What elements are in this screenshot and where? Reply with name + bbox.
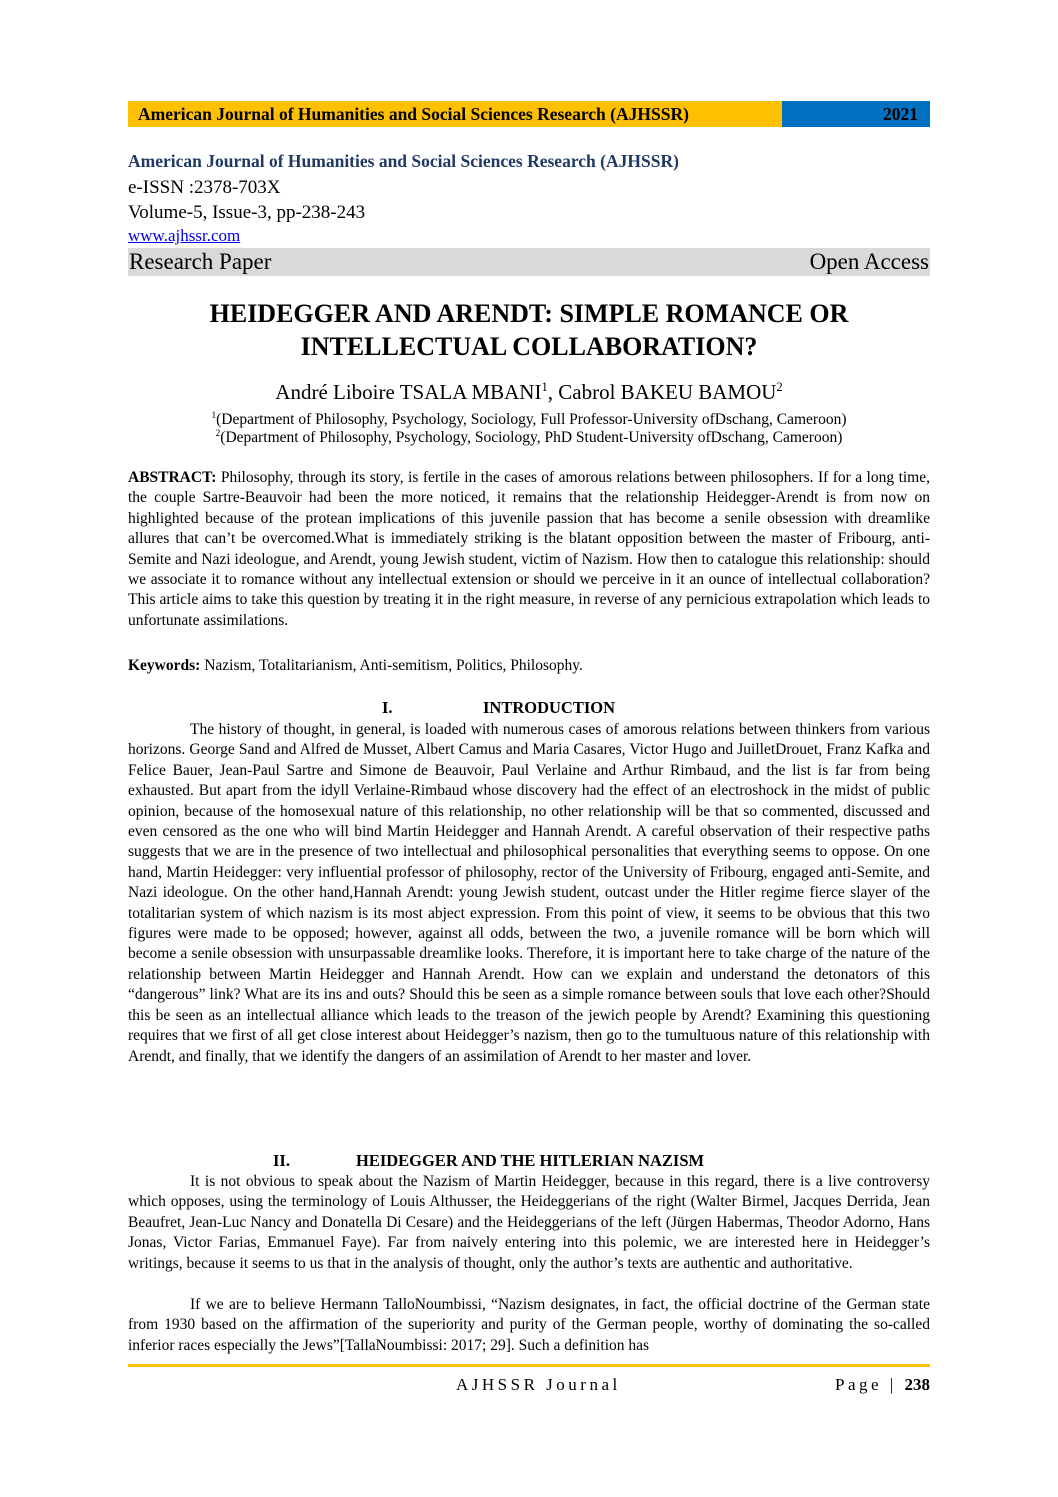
access-type: Open Access xyxy=(809,249,929,274)
page-number: 238 xyxy=(904,1375,930,1394)
abstract xyxy=(128,468,930,631)
header-year: 2021 xyxy=(782,101,930,127)
keywords-label: Keywords: xyxy=(128,657,201,674)
affiliation-1 xyxy=(128,411,930,429)
page-label: Page | xyxy=(835,1375,905,1394)
author-2: Cabrol BAKEU BAMOU xyxy=(558,380,777,404)
website-link[interactable]: www.ajhssr.com xyxy=(128,226,241,245)
authors xyxy=(128,380,930,405)
title-line-1: HEIDEGGER AND ARENDT: SIMPLE ROMANCE OR xyxy=(209,299,849,328)
nazism-paragraph-2: If we are to believe Hermann TalloNoumbissi, “Nazism designates, in fact, the official doctrine of the German state from 1930 based on the affirmation of the superiority and purity of the German people, worthy of dominating the so-called inferior races especially the Jews”[TallaNoumbissi: 2017; 29]. Such a definition has xyxy=(128,1296,930,1354)
paper-title xyxy=(128,297,930,363)
affiliation-2 xyxy=(128,429,930,447)
keywords-text: Nazism, Totalitarianism, Anti-semitism, Politics, Philosophy. xyxy=(200,657,583,674)
introduction-paragraph: The history of thought, in general, is loaded with numerous cases of amorous relations between thinkers from various horizons. George Sand and Alfred de Musset, Albert Camus and Maria Casares, Victor Hugo and JuilletDrouet, Franz Kafka and Felice Bauer, Jean-Paul Sartre and Simone de Beauvoir, Paul Verlaine and Arthur Rimbaud, and the list is far from being exhausted. But apart from the idyll Verlaine-Rimbaud whose discovery had the effect of an electroshock in the midst of public opinion, because of the homosexual nature of this relationship, no other relationship will be that so commented, discussed and even censored as the one who will bind Martin Heidegger and Hannah Arendt. A careful observation of their respective paths suggests that we are in the presence of two intellectual and philosophical personalities that everything seems to oppose. On one hand, Martin Heidegger: very influential professor of philosophy, rector of the University of Fribourg, engaged anti-Semite, and Nazi ideologue. On the other hand,Hannah Arendt: young Jewish student, outcast under the Hitler regime fierce slayer of the totalitarian system of which nazism is its most abject expression. From this point of view, it seems to be obvious that this two figures were made to be opposed; however, against all odds, between the two, a juvenile romance will be born which will become a senile obsession with unsurpassable dreamlike looks. Therefore, it is important here to take charge of the nature of the relationship between Martin Heidegger and Hannah Arendt. How can we explain and understand the detonators of this “dangerous” link? What are its ins and outs? Should this be seen as a simple romance between souls that love each other?Should this be seen as an intellectual alliance which leads to the treason of the jewich people by Arendt? Examining this questioning requires that we first of all get close interest about Heidegger’s nazism, then go to the tumultuous nature of this relationship with Arendt, and finally, that we identify the dangers of an assimilation of Arendt to her master and lover. xyxy=(128,721,930,1065)
affiliation-1-text: (Department of Philosophy, Psychology, Sociology, Full Professor-University ofDschang, Cameroon) xyxy=(216,411,847,428)
keywords xyxy=(128,656,930,676)
footer-rule xyxy=(128,1364,930,1367)
footer-page xyxy=(835,1375,930,1395)
affiliation-2-sup: 2 xyxy=(215,428,221,439)
header-journal-title: American Journal of Humanities and Social Sciences Research (AJHSSR) xyxy=(128,101,782,127)
affiliation-1-sup: 1 xyxy=(211,410,217,421)
paper-type: Research Paper xyxy=(129,249,272,274)
section-number: II. xyxy=(273,1151,290,1170)
journal-header-bar xyxy=(128,101,930,127)
abstract-text: Philosophy, through its story, is fertile in the cases of amorous relations between philosophers. If for a long time, the couple Sartre-Beauvoir had been the more noticed, it remains that the relationship Heidegger-Arendt is from now on highlighted because of the protean implications of this juvenile passion that has become a senile obsession with dreamlike allures that can’t be overcomed.What is immediately striking is the blatant opposition between the master of Fribourg, anti-Semite and Nazi ideologue, and Arendt, young Jewish student, victim of Nazism. How then to catalogue this relationship: should we associate it to romance without any intellectual extension or should we perceive in it an ounce of intellectual collaboration? This article aims to take this question by treating it in the right measure, in reverse of any pernicious extrapolation which leads to unfortunate assimilations. xyxy=(128,469,930,629)
abstract-label: ABSTRACT: xyxy=(128,469,217,486)
section-title: INTRODUCTION xyxy=(483,698,616,717)
section-number: I. xyxy=(382,698,393,717)
journal-name: American Journal of Humanities and Social Sciences Research (AJHSSR) xyxy=(128,151,679,171)
volume-info: Volume-5, Issue-3, pp-238-243 xyxy=(128,202,366,223)
title-line-2: INTELLECTUAL COLLABORATION? xyxy=(300,332,758,361)
author-1: André Liboire TSALA MBANI xyxy=(275,380,542,404)
footer-journal: AJHSSR Journal xyxy=(456,1375,621,1394)
section-title: HEIDEGGER AND THE HITLERIAN NAZISM xyxy=(356,1151,705,1170)
author-separator: , xyxy=(547,380,559,404)
author-1-sup: 1 xyxy=(541,380,548,394)
nazism-paragraph-1: It is not obvious to speak about the Nazism of Martin Heidegger, because in this regard, there is a live controversy which opposes, using the terminology of Louis Althusser, the Heideggerians of the right (Walter Birmel, Jacques Derrida, Jean Beaufret, Jean-Luc Nancy and Donatella Di Cesare) and the Heideggerians of the left (Jürgen Habermas, Theodor Adorno, Hans Jonas, Victor Farias, Emmanuel Faye). Far from naively entering into this polemic, we are interested here in Heidegger’s writings, because it seems to us that in the analysis of thought, only the author’s texts are authentic and authoritative. xyxy=(128,1173,930,1272)
paper-type-bar xyxy=(128,248,930,276)
affiliation-2-text: (Department of Philosophy, Psychology, Sociology, PhD Student-University ofDschang, Cameroon) xyxy=(220,429,843,446)
author-2-sup: 2 xyxy=(776,380,783,394)
issn: e-ISSN :2378-703X xyxy=(128,177,281,198)
